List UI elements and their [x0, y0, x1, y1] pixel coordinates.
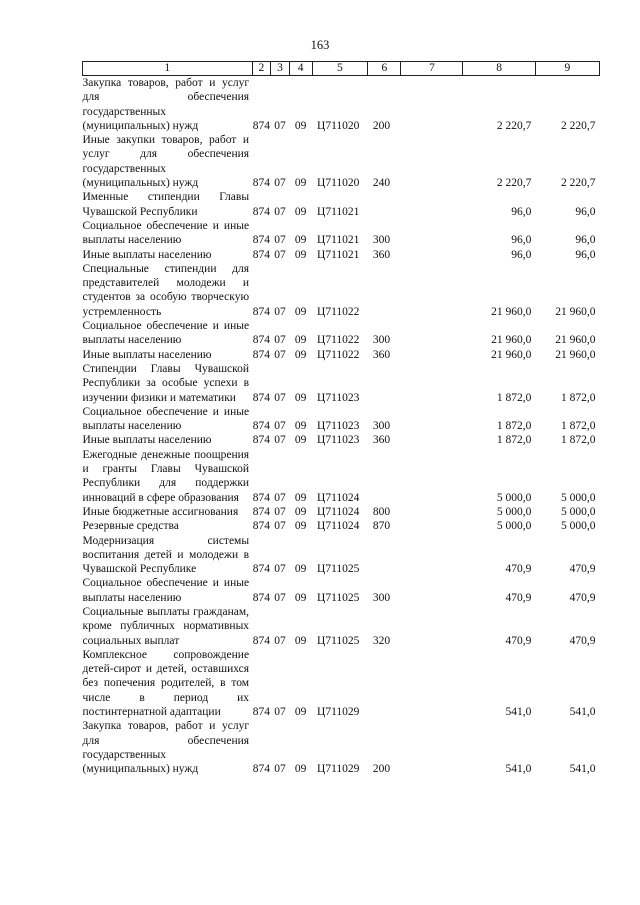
code-subsection: 09: [294, 505, 307, 518]
code-subsection: 09: [294, 591, 307, 604]
header-row: [83, 62, 600, 76]
code-subsection: 09: [294, 305, 307, 318]
header-cell: 4: [289, 62, 312, 76]
table-row: [83, 505, 600, 519]
code-target-article: Ц711022: [317, 305, 360, 318]
code-subsection: 09: [294, 434, 307, 447]
code-ministry: 874: [252, 119, 270, 132]
amount-col8: 1 872,0: [496, 420, 532, 433]
code-target-article: Ц711020: [317, 177, 360, 190]
row-description: Закупка товаров, работ и услуг для обеспечения государственных (муниципальных) нужд: [82, 720, 250, 776]
code-subsection: 09: [294, 763, 307, 776]
amount-col9: 470,9: [569, 591, 596, 604]
amount-col8: 470,9: [505, 591, 532, 604]
amount-col8: 470,9: [505, 634, 532, 647]
amount-col7: [401, 576, 463, 605]
code-target-article: Ц711022: [317, 348, 360, 361]
amount-col7: [401, 719, 463, 776]
amount-col9: 1 872,0: [561, 434, 596, 447]
amount-col8: 96,0: [511, 234, 532, 247]
code-section: 07: [274, 505, 286, 518]
amount-col8: 2 220,7: [496, 119, 532, 132]
row-description: Модернизация системы воспитания детей и молодежи в Чувашской Республике: [82, 534, 250, 576]
code-expense-type: 240: [372, 177, 391, 190]
code-target-article: Ц711024: [317, 505, 360, 518]
amount-col9: 5 000,0: [561, 520, 596, 533]
code-ministry: 874: [252, 491, 270, 504]
amount-col9: 5 000,0: [561, 491, 596, 504]
amount-col9: 470,9: [569, 634, 596, 647]
amount-col7: [401, 648, 463, 719]
code-section: 07: [274, 177, 286, 190]
code-expense-type: 300: [372, 234, 391, 247]
code-section: 07: [274, 706, 286, 719]
row-description: Специальные стипендии для представителей молодежи и студентов за особую творческую устремленность: [82, 262, 250, 318]
header-cell: 5: [312, 62, 368, 76]
code-subsection: 09: [294, 391, 307, 404]
code-section: 07: [274, 119, 286, 132]
code-target-article: Ц711020: [317, 119, 360, 132]
code-target-article: Ц711025: [317, 591, 360, 604]
table-row: [83, 348, 600, 362]
code-expense-type: [368, 534, 401, 577]
code-target-article: Ц711021: [317, 248, 360, 261]
amount-col7: [401, 519, 463, 533]
row-description: Социальное обеспечение и иные выплаты населению: [82, 320, 250, 347]
amount-col7: [401, 190, 463, 219]
code-ministry: 874: [252, 205, 270, 218]
code-subsection: 09: [294, 520, 307, 533]
code-target-article: Ц711029: [317, 706, 360, 719]
table-row: [83, 719, 600, 776]
row-description: Социальные выплаты гражданам, кроме публичных нормативных социальных выплат: [82, 605, 250, 647]
code-section: 07: [274, 634, 286, 647]
code-ministry: 874: [252, 763, 270, 776]
code-subsection: 09: [294, 334, 307, 347]
amount-col9: 96,0: [575, 234, 596, 247]
code-ministry: 874: [252, 334, 270, 347]
amount-col8: 1 872,0: [496, 391, 532, 404]
header-cell: 2: [252, 62, 271, 76]
code-section: 07: [274, 591, 286, 604]
code-expense-type: [368, 648, 401, 719]
code-expense-type: [368, 190, 401, 219]
header-cell: 1: [83, 62, 253, 76]
amount-col7: [401, 133, 463, 190]
code-section: 07: [274, 434, 286, 447]
code-expense-type: [368, 362, 401, 405]
amount-col8: 21 960,0: [491, 334, 532, 347]
amount-col7: [401, 319, 463, 348]
code-target-article: Ц711021: [317, 234, 360, 247]
amount-col8: 470,9: [505, 563, 532, 576]
row-description: Закупка товаров, работ и услуг для обеспечения государственных (муниципальных) нужд: [82, 77, 250, 132]
code-ministry: 874: [252, 391, 270, 404]
code-target-article: Ц711025: [317, 563, 360, 576]
row-description: Стипендии Главы Чувашской Республики за особые успехи в изучении физики и математики: [82, 362, 250, 404]
code-ministry: 874: [252, 634, 270, 647]
table-row: [83, 648, 600, 719]
amount-col7: [401, 405, 463, 434]
amount-col7: [401, 348, 463, 362]
amount-col7: [401, 605, 463, 648]
row-description: Комплексное сопровождение детей-сирот и детей, оставшихся без попечения родителей, в том числе в период их постинтернатной адаптации: [82, 648, 250, 719]
code-subsection: 09: [294, 491, 307, 504]
row-description: Социальное обеспечение и иные выплаты населению: [82, 577, 250, 604]
code-expense-type: 300: [372, 591, 391, 604]
code-expense-type: 320: [372, 634, 391, 647]
table-row: [83, 519, 600, 533]
code-ministry: 874: [252, 520, 270, 533]
amount-col8: 96,0: [511, 205, 532, 218]
amount-col9: 21 960,0: [555, 348, 596, 361]
code-ministry: 874: [252, 505, 270, 518]
table-row: [83, 605, 600, 648]
code-subsection: 09: [294, 234, 307, 247]
amount-col8: 1 872,0: [496, 434, 532, 447]
amount-col9: 470,9: [569, 563, 596, 576]
row-description: Именные стипендии Главы Чувашской Республики: [82, 191, 250, 218]
amount-col7: [401, 76, 463, 134]
code-section: 07: [274, 420, 286, 433]
code-section: 07: [274, 491, 286, 504]
code-expense-type: 360: [372, 434, 391, 447]
table-row: [83, 190, 600, 219]
header-cell: 6: [368, 62, 401, 76]
code-ministry: 874: [252, 434, 270, 447]
header-cell: 7: [401, 62, 463, 76]
amount-col7: [401, 534, 463, 577]
amount-col8: 541,0: [505, 706, 532, 719]
code-expense-type: 300: [372, 420, 391, 433]
amount-col7: [401, 433, 463, 447]
amount-col9: 541,0: [569, 763, 596, 776]
header-cell: 3: [271, 62, 290, 76]
row-description: Ежегодные денежные поощрения и гранты Главы Чувашской Республики для поддержки инноваций в сфере образования: [82, 448, 250, 504]
amount-col9: 541,0: [569, 706, 596, 719]
amount-col8: 5 000,0: [496, 505, 532, 518]
code-ministry: 874: [252, 348, 270, 361]
code-subsection: 09: [294, 119, 307, 132]
amount-col9: 2 220,7: [561, 177, 596, 190]
code-subsection: 09: [294, 634, 307, 647]
code-section: 07: [274, 248, 286, 261]
amount-col8: 541,0: [505, 763, 532, 776]
amount-col8: 96,0: [511, 248, 532, 261]
table-row: [83, 576, 600, 605]
code-subsection: 09: [294, 420, 307, 433]
amount-col7: [401, 448, 463, 505]
code-target-article: Ц711023: [317, 434, 360, 447]
code-expense-type: 300: [372, 334, 391, 347]
code-section: 07: [274, 234, 286, 247]
code-expense-type: [368, 262, 401, 319]
table-row: [83, 448, 600, 505]
table-row: [83, 133, 600, 190]
code-subsection: 09: [294, 177, 307, 190]
code-subsection: 09: [294, 205, 307, 218]
row-description: Иные бюджетные ассигнования: [82, 505, 239, 518]
amount-col9: 21 960,0: [555, 334, 596, 347]
table-row: [83, 319, 600, 348]
amount-col8: 21 960,0: [491, 305, 532, 318]
code-subsection: 09: [294, 248, 307, 261]
code-section: 07: [274, 205, 286, 218]
code-target-article: Ц711029: [317, 763, 360, 776]
code-target-article: Ц711024: [317, 520, 360, 533]
code-section: 07: [274, 391, 286, 404]
header-cell: 9: [535, 62, 599, 76]
code-target-article: Ц711023: [317, 391, 360, 404]
code-target-article: Ц711024: [317, 491, 360, 504]
code-section: 07: [274, 520, 286, 533]
code-expense-type: 360: [372, 348, 391, 361]
amount-col8: 2 220,7: [496, 177, 532, 190]
row-description: Социальное обеспечение и иные выплаты населению: [82, 219, 250, 247]
code-expense-type: 870: [372, 520, 391, 533]
table-row: [83, 405, 600, 434]
code-ministry: 874: [252, 420, 270, 433]
amount-col9: 2 220,7: [561, 119, 596, 132]
code-ministry: 874: [252, 706, 270, 719]
amount-col9: 1 872,0: [561, 391, 596, 404]
code-ministry: 874: [252, 563, 270, 576]
code-ministry: 874: [252, 248, 270, 261]
code-ministry: 874: [252, 234, 270, 247]
row-description: Социальное обеспечение и иные выплаты населению: [82, 405, 250, 433]
code-section: 07: [274, 348, 286, 361]
code-expense-type: 200: [372, 763, 391, 776]
amount-col8: 21 960,0: [491, 348, 532, 361]
table-row: [83, 534, 600, 577]
table-row: [83, 76, 600, 134]
amount-col7: [401, 219, 463, 248]
table-row: [83, 219, 600, 248]
table-row: [83, 248, 600, 262]
amount-col8: 5 000,0: [496, 491, 532, 504]
code-section: 07: [274, 563, 286, 576]
amount-col9: 96,0: [575, 248, 596, 261]
amount-col9: 21 960,0: [555, 305, 596, 318]
row-description: Иные выплаты населению: [82, 248, 212, 261]
row-description: Резервные средства: [82, 520, 179, 533]
budget-table: [82, 61, 600, 777]
code-expense-type: 800: [372, 505, 391, 518]
amount-col9: 96,0: [575, 205, 596, 218]
header-cell: 8: [463, 62, 535, 76]
code-subsection: 09: [294, 563, 307, 576]
table-row: [83, 262, 600, 319]
code-subsection: 09: [294, 348, 307, 361]
amount-col9: 1 872,0: [561, 420, 596, 433]
code-target-article: Ц711022: [317, 334, 360, 347]
table-row: [83, 433, 600, 447]
code-expense-type: [368, 448, 401, 505]
code-ministry: 874: [252, 177, 270, 190]
row-description: Иные закупки товаров, работ и услуг для обеспечения государственных (муниципальных) нужд: [82, 134, 250, 190]
code-ministry: 874: [252, 591, 270, 604]
code-ministry: 874: [252, 305, 270, 318]
code-section: 07: [274, 763, 286, 776]
row-description: Иные выплаты населению: [82, 348, 212, 361]
amount-col7: [401, 248, 463, 262]
code-expense-type: 200: [372, 119, 391, 132]
code-section: 07: [274, 334, 286, 347]
amount-col9: 5 000,0: [561, 505, 596, 518]
amount-col8: 5 000,0: [496, 520, 532, 533]
code-section: 07: [274, 305, 286, 318]
amount-col7: [401, 262, 463, 319]
amount-col7: [401, 362, 463, 405]
table-row: [83, 362, 600, 405]
code-expense-type: 360: [372, 248, 391, 261]
row-description: Иные выплаты населению: [82, 434, 212, 447]
code-subsection: 09: [294, 706, 307, 719]
page-number: 163: [310, 38, 330, 52]
code-target-article: Ц711025: [317, 634, 360, 647]
amount-col7: [401, 505, 463, 519]
code-target-article: Ц711021: [317, 205, 360, 218]
code-target-article: Ц711023: [317, 420, 360, 433]
